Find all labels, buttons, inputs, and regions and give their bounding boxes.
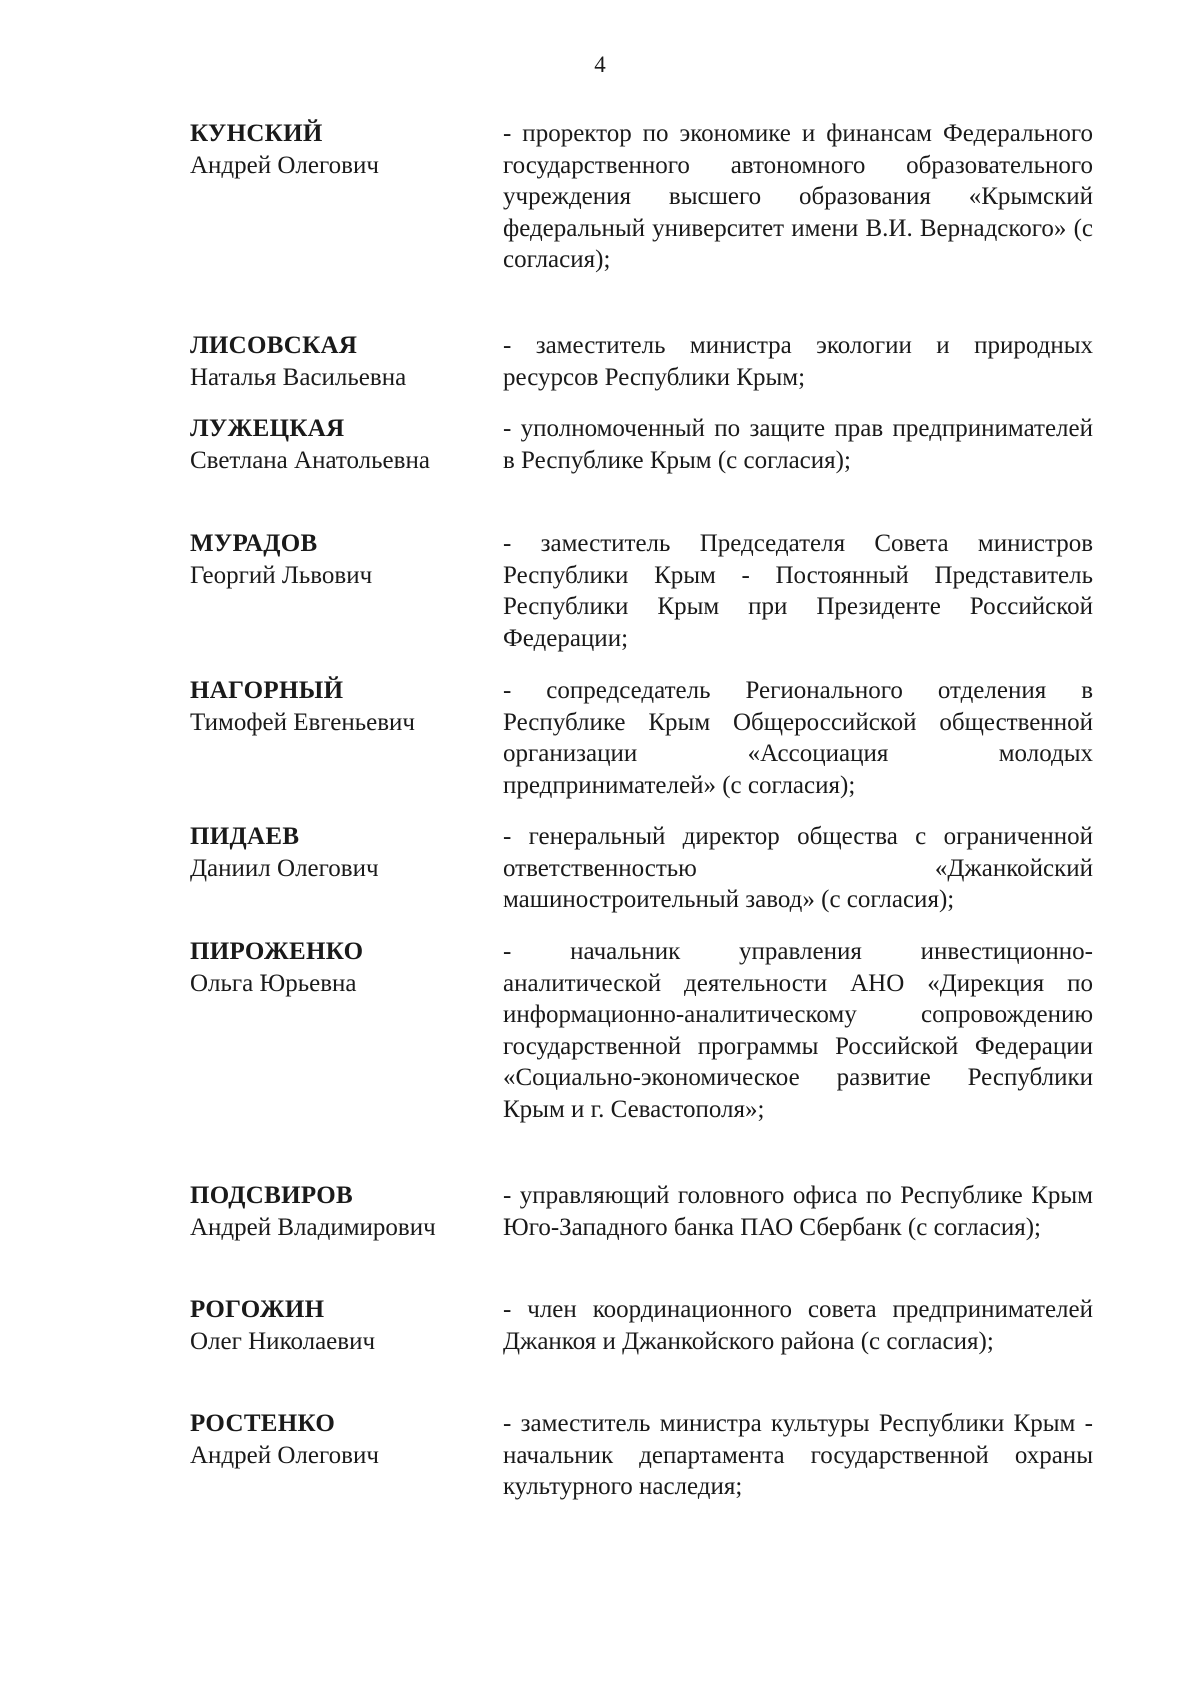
member-position: - член координационного совета предпринимателей Джанкоя и Джанкойского района (с согласия); bbox=[503, 1296, 1093, 1355]
member-person bbox=[190, 936, 490, 999]
member-surname: ПИРОЖЕНКО bbox=[190, 938, 364, 965]
member-position: - уполномоченный по защите прав предпринимателей в Республике Крым (с согласия); bbox=[503, 415, 1093, 474]
member-position: - заместитель Председателя Совета министров Республики Крым - Постоянный Представитель Республики Крым при Президенте Российской Федерации; bbox=[503, 530, 1093, 652]
member-given-names: Даниил Олегович bbox=[190, 854, 379, 882]
member-given-names: Георгий Львович bbox=[190, 561, 373, 589]
member-surname: ПИДАЕВ bbox=[190, 823, 300, 850]
member-position: - заместитель министра экологии и природных ресурсов Республики Крым; bbox=[503, 332, 1093, 391]
member-person bbox=[190, 1294, 490, 1357]
member-given-names: Олег Николаевич bbox=[190, 1327, 376, 1355]
member-position: - заместитель министра культуры Республики Крым - начальник департамента государственной охраны культурного наследия; bbox=[503, 1410, 1093, 1500]
member-given-names: Тимофей Евгеньевич bbox=[190, 708, 415, 736]
member-surname: КУНСКИЙ bbox=[190, 120, 323, 147]
member-given-names: Андрей Владимирович bbox=[190, 1213, 436, 1241]
member-surname: МУРАДОВ bbox=[190, 530, 318, 557]
member-person bbox=[190, 1408, 490, 1471]
member-person bbox=[190, 330, 490, 393]
member-position: - проректор по экономике и финансам Федерального государственного автономного образовательного учреждения высшего образования «Крымский федеральный университет имени В.И. Вернадского» (с согласия); bbox=[503, 120, 1093, 273]
member-given-names: Ольга Юрьевна bbox=[190, 969, 357, 997]
member-surname: РОГОЖИН bbox=[190, 1296, 325, 1323]
member-surname: ПОДСВИРОВ bbox=[190, 1182, 353, 1209]
member-surname: ЛУЖЕЦКАЯ bbox=[190, 415, 345, 442]
member-given-names: Андрей Олегович bbox=[190, 1441, 379, 1469]
member-position: - начальник управления инвестиционно-аналитической деятельности АНО «Дирекция по информационно-аналитическому сопровождению государственной программы Российской Федерации «Социально-экономическое развитие Республики Крым и г. Севастополя»; bbox=[503, 938, 1093, 1123]
member-given-names: Наталья Васильевна bbox=[190, 363, 407, 391]
member-position: - сопредседатель Регионального отделения в Республике Крым Общероссийской общественной организации «Ассоциация молодых предпринимателей» (с согласия); bbox=[503, 677, 1093, 799]
member-surname: НАГОРНЫЙ bbox=[190, 677, 344, 704]
member-person bbox=[190, 118, 490, 181]
member-person bbox=[190, 675, 490, 738]
member-person bbox=[190, 1180, 490, 1243]
page-number: 4 bbox=[594, 52, 606, 77]
member-given-names: Андрей Олегович bbox=[190, 151, 379, 179]
member-person bbox=[190, 413, 490, 476]
member-person bbox=[190, 821, 490, 884]
member-position: - управляющий головного офиса по Республике Крым Юго-Западного банка ПАО Сбербанк (с согласия); bbox=[503, 1182, 1093, 1241]
member-position: - генеральный директор общества с ограниченной ответственностью «Джанкойский машиностроительный завод» (с согласия); bbox=[503, 823, 1093, 913]
member-surname: РОСТЕНКО bbox=[190, 1410, 336, 1437]
member-given-names: Светлана Анатольевна bbox=[190, 446, 430, 474]
member-person bbox=[190, 528, 490, 591]
member-surname: ЛИСОВСКАЯ bbox=[190, 332, 358, 359]
